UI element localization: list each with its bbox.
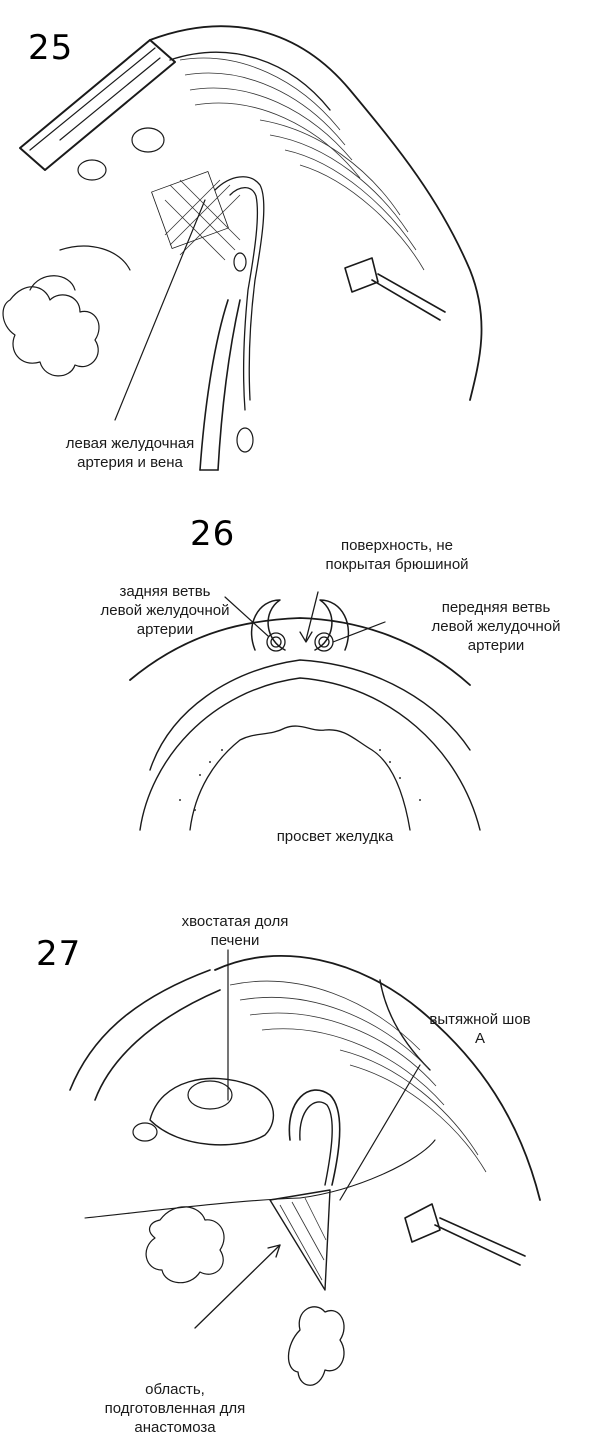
- retractor-27: [70, 970, 210, 1090]
- label-anastomosis-area: область, подготовленная для анастомоза: [104, 1381, 246, 1436]
- suture-pull: [300, 1140, 435, 1198]
- stomach-wall-middle: [150, 660, 470, 770]
- figure-26-number: 26: [190, 514, 236, 554]
- leader-suture: [340, 1065, 420, 1200]
- stomach-hatching: [180, 58, 424, 270]
- label-caudate-lobe: хвостатая доля печени: [181, 913, 289, 949]
- figure-27: [0, 900, 600, 1447]
- vessel-anterior: [315, 633, 333, 651]
- label-left-gastric-artery-vein: левая желудочная артерия и вена: [65, 435, 195, 471]
- stomach-outline-27: [215, 956, 540, 1200]
- stomach-wall-inner: [140, 678, 480, 830]
- clamp-right: [345, 258, 445, 320]
- clamp-right-27: [405, 1204, 525, 1265]
- label-anterior-branch: передняя ветвь левой желудочной артерии: [431, 599, 561, 654]
- caudate-lobe: [150, 1078, 273, 1144]
- figure-25: [0, 0, 600, 490]
- vessel-posterior: [267, 633, 285, 651]
- figure-27-number: 27: [36, 934, 82, 974]
- lumen-edge: [190, 726, 410, 830]
- nodules: [78, 128, 253, 452]
- label-gastric-lumen: просвет желудка: [276, 828, 394, 845]
- leader-left-gastric: [115, 200, 205, 420]
- leader-area: [195, 1245, 280, 1328]
- mesh-region: [165, 180, 240, 260]
- label-traction-suture: вытяжной шов А: [429, 1011, 531, 1047]
- figure-25-number: 25: [28, 28, 74, 68]
- flap-anterior: [315, 600, 348, 650]
- prepared-area-hatch: [280, 1198, 326, 1280]
- omentum: [3, 246, 130, 376]
- omentum-lower: [288, 1307, 344, 1385]
- label-surface-not-covered: поверхность, не покрытая брюшиной: [325, 537, 469, 573]
- label-posterior-branch: задняя ветвь левой желудочной артерии: [100, 583, 230, 638]
- figure-27-illustration: [0, 900, 600, 1447]
- figure-25-illustration: [0, 0, 600, 490]
- stippling: [179, 749, 421, 811]
- omentum-left: [146, 1207, 224, 1283]
- figure-26: [0, 500, 600, 880]
